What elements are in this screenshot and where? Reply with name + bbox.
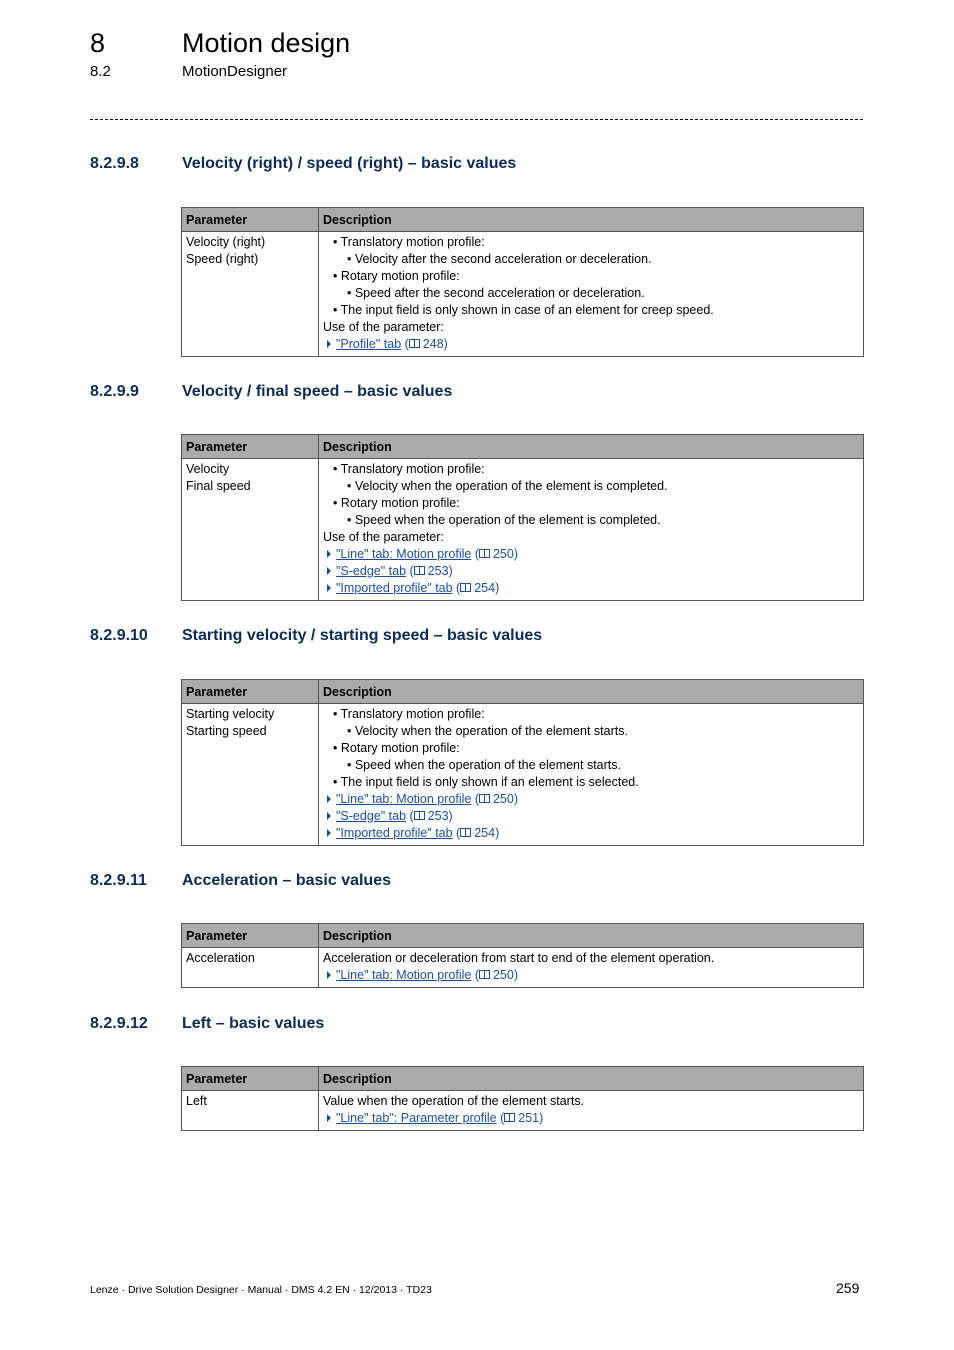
cross-reference-link[interactable] [323,1110,859,1127]
link-text[interactable]: "Line" tab: Motion profile [336,547,472,561]
footer-text: Lenze · Drive Solution Designer · Manual · DMS 4.2 EN · 12/2013 · TD23 [90,1284,432,1296]
book-icon [414,811,425,820]
page-reference-number: 253 [427,809,449,823]
description-line: • Velocity after the second acceleration or deceleration. [347,252,652,266]
column-header-parameter: Parameter [182,208,319,232]
page-reference-number: 254 [474,581,496,595]
parameter-name: Velocity (right) [186,235,266,249]
description-line: • Velocity when the operation of the element is completed. [347,479,668,493]
section-title-number: 8.2.9.9 [90,383,139,400]
parameter-name: Final speed [186,479,251,493]
description-line: Acceleration or deceleration from start to end of the element operation. [323,951,715,965]
parameter-name: Acceleration [186,951,255,965]
cross-reference-link[interactable] [323,967,859,984]
parameter-name: Starting speed [186,724,267,738]
section-title-number: 8.2.9.11 [90,872,147,889]
cross-reference-link[interactable] [323,791,859,808]
page-reference[interactable]: ( 254) [452,581,500,595]
column-header-description: Description [319,924,864,948]
table-row [182,704,864,846]
chapter-number: 8 [90,28,106,58]
parameter-table [181,434,864,601]
link-arrow-icon [327,584,331,592]
page-reference-number: 250 [492,792,514,806]
book-icon [460,828,471,837]
description-line: • Speed after the second acceleration or deceleration. [347,286,645,300]
description-line: Value when the operation of the element starts. [323,1094,585,1108]
link-arrow-icon [327,795,331,803]
parameter-table [181,1066,864,1131]
table-header-row [182,1067,864,1091]
description-line: • The input field is only shown if an element is selected. [333,775,639,789]
section-title-number: 8.2.9.10 [90,627,148,644]
link-text[interactable]: "Line" tab": Parameter profile [336,1111,497,1125]
page-number: 259 [836,1280,860,1296]
parameter-cell [182,459,319,601]
link-arrow-icon [327,550,331,558]
description-cell [319,459,864,601]
book-icon [414,566,425,575]
parameter-name: Velocity [186,462,230,476]
link-text[interactable]: "S-edge" tab [336,564,407,578]
parameter-table [181,923,864,988]
link-text[interactable]: "Line" tab: Motion profile [336,792,472,806]
link-text[interactable]: "Line" tab: Motion profile [336,968,472,982]
link-arrow-icon [327,1114,331,1122]
column-header-parameter: Parameter [182,680,319,704]
link-arrow-icon [327,340,331,348]
page-reference[interactable]: ( 253) [406,564,453,578]
section-title-text: Left – basic values [182,1015,325,1032]
section-title-text: Velocity (right) / speed (right) – basic values [182,155,517,172]
description-line: • Rotary motion profile: [333,269,460,283]
description-line: • Speed when the operation of the element is completed. [347,513,661,527]
parameter-table [181,207,864,357]
page-reference[interactable]: ( 250) [471,968,519,982]
section-number: 8.2 [90,63,111,80]
link-arrow-icon [327,829,331,837]
header-rule [90,119,863,120]
column-header-parameter: Parameter [182,435,319,459]
description-line: • Translatory motion profile: [333,707,485,721]
link-arrow-icon [327,971,331,979]
parameter-table [181,679,864,846]
description-line: • Speed when the operation of the element starts. [347,758,621,772]
description-cell [319,1091,864,1131]
cross-reference-link[interactable] [323,336,859,353]
description-line: • The input field is only shown in case of an element for creep speed. [333,303,714,317]
parameter-cell [182,948,319,988]
parameter-cell [182,704,319,846]
page-reference-number: 254 [474,826,496,840]
parameter-name: Left [186,1094,207,1108]
chapter-title: Motion design [182,28,351,58]
book-icon [479,549,490,558]
page-reference-number: 251 [518,1111,540,1125]
parameter-name: Speed (right) [186,252,259,266]
link-text[interactable]: "Imported profile" tab [336,581,453,595]
page-reference[interactable]: ( 250) [471,547,519,561]
page-reference-number: 250 [492,547,514,561]
link-text[interactable]: "Imported profile" tab [336,826,453,840]
description-line: • Rotary motion profile: [333,496,460,510]
book-icon [479,970,490,979]
cross-reference-link[interactable] [323,808,859,825]
page-reference[interactable]: ( 248) [401,337,448,351]
column-header-description: Description [319,435,864,459]
section-title-number: 8.2.9.8 [90,155,139,172]
page-reference[interactable]: ( 253) [406,809,453,823]
column-header-description: Description [319,1067,864,1091]
page-reference-number: 253 [427,564,449,578]
table-row [182,948,864,988]
book-icon [409,339,420,348]
section-title-text: Acceleration – basic values [182,872,391,889]
column-header-parameter: Parameter [182,924,319,948]
table-row [182,232,864,357]
description-cell [319,232,864,357]
page-reference-number: 250 [492,968,514,982]
link-arrow-icon [327,812,331,820]
cross-reference-link[interactable] [323,825,859,842]
description-line: • Translatory motion profile: [333,235,485,249]
link-text[interactable]: "Profile" tab [336,337,402,351]
parameter-cell [182,1091,319,1131]
description-cell [319,948,864,988]
page-reference-number: 248 [422,337,444,351]
link-arrow-icon [327,567,331,575]
cross-reference-link[interactable] [323,580,859,597]
description-line: Use of the parameter: [323,320,444,334]
table-row [182,459,864,601]
page-reference[interactable]: ( 254) [452,826,500,840]
book-icon [479,794,490,803]
cross-reference-link[interactable] [323,546,859,563]
book-icon [460,583,471,592]
table-header-row [182,924,864,948]
table-header-row [182,680,864,704]
description-line: • Rotary motion profile: [333,741,460,755]
section-title-text: Velocity / final speed – basic values [182,383,453,400]
column-header-description: Description [319,208,864,232]
table-header-row [182,208,864,232]
column-header-description: Description [319,680,864,704]
book-icon [504,1113,515,1122]
table-row [182,1091,864,1131]
link-text[interactable]: "S-edge" tab [336,809,407,823]
parameter-name: Starting velocity [186,707,275,721]
page-reference[interactable]: ( 250) [471,792,519,806]
description-cell [319,704,864,846]
table-header-row [182,435,864,459]
section-title-number: 8.2.9.12 [90,1015,148,1032]
description-line: • Velocity when the operation of the element starts. [347,724,628,738]
section-title-text: Starting velocity / starting speed – basic values [182,627,543,644]
page-reference[interactable]: ( 251) [496,1111,544,1125]
description-line: Use of the parameter: [323,530,444,544]
section-title: MotionDesigner [182,63,288,80]
description-line: • Translatory motion profile: [333,462,485,476]
column-header-parameter: Parameter [182,1067,319,1091]
parameter-cell [182,232,319,357]
cross-reference-link[interactable] [323,563,859,580]
